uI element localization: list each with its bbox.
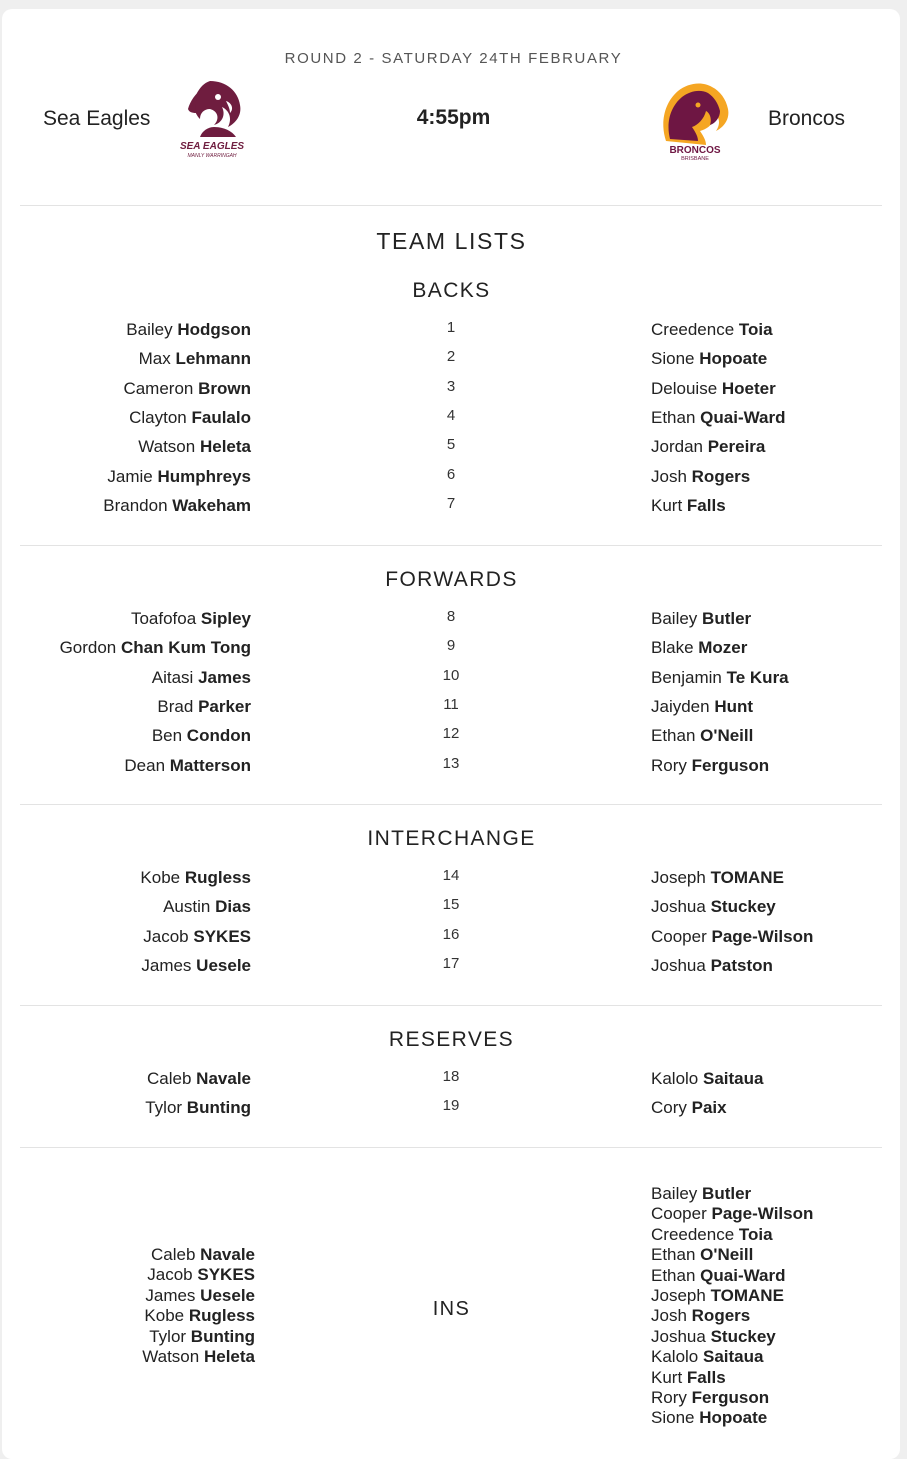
ins-player-last-name: Page-Wilson [711, 1204, 814, 1224]
away-player-first-name: Benjamin [651, 667, 722, 687]
ins-player-first-name: Sione [651, 1408, 695, 1428]
team-lists-title: TEAM LISTS [376, 228, 527, 254]
home-player-last-name: Lehmann [175, 349, 251, 369]
divider [20, 1147, 882, 1148]
away-player-name[interactable] [651, 320, 773, 340]
away-player-last-name: Quai-Ward [700, 407, 786, 427]
away-player-name[interactable] [651, 1098, 727, 1118]
home-player-name[interactable] [152, 668, 251, 688]
home-player-last-name: Faulalo [191, 407, 251, 427]
home-player-last-name: Chan Kum Tong [121, 638, 251, 658]
home-player-first-name: Austin [163, 897, 211, 917]
ins-player-first-name: Kobe [144, 1306, 185, 1326]
section-title-reserves: RESERVES [388, 1028, 515, 1051]
home-player-last-name: Uesele [196, 955, 251, 975]
ins-player-first-name: Bailey [651, 1184, 698, 1203]
home-player-last-name: Brown [198, 378, 251, 398]
player-row [0, 1069, 903, 1091]
player-row [0, 756, 903, 778]
home-player-name[interactable] [126, 320, 251, 340]
ins-away-player[interactable] [651, 1327, 813, 1347]
home-player-first-name: Clayton [129, 407, 187, 427]
away-player-last-name: Page-Wilson [711, 926, 814, 946]
player-row [0, 320, 903, 342]
ins-player-first-name: Ethan [651, 1265, 696, 1285]
jersey-number: 15 [442, 896, 460, 914]
ins-player-last-name: Hopoate [699, 1408, 768, 1428]
away-player-first-name: Kalolo [651, 1069, 699, 1088]
ins-away-player[interactable] [651, 1204, 813, 1224]
jersey-number: 10 [442, 666, 460, 684]
ins-away-list [651, 1184, 813, 1429]
ins-player-last-name: Navale [200, 1245, 255, 1264]
player-row [0, 496, 903, 518]
home-player-first-name: Jamie [107, 466, 153, 486]
jersey-number: 17 [442, 954, 460, 972]
away-player-last-name: Ferguson [691, 755, 770, 775]
home-player-last-name: Parker [198, 696, 251, 716]
ins-player-first-name: Joshua [651, 1326, 706, 1346]
home-player-first-name: Caleb [147, 1069, 192, 1088]
away-player-first-name: Ethan [651, 726, 696, 746]
ins-player-last-name: Falls [686, 1367, 726, 1387]
ins-player-last-name: SYKES [197, 1265, 255, 1285]
away-player-name[interactable] [651, 868, 784, 888]
ins-home-player[interactable] [142, 1327, 255, 1347]
home-team-name[interactable]: Sea Eagles [43, 107, 151, 130]
jersey-number: 3 [446, 377, 456, 395]
away-player-first-name: Joshua [651, 897, 706, 917]
ins-away-player[interactable] [651, 1225, 813, 1245]
away-player-name[interactable] [651, 437, 765, 457]
ins-player-first-name: Creedence [651, 1224, 735, 1244]
ins-player-last-name: Heleta [203, 1347, 255, 1367]
home-player-name[interactable] [138, 437, 251, 457]
ins-player-last-name: TOMANE [710, 1286, 784, 1306]
jersey-number: 14 [442, 867, 460, 884]
home-player-first-name: Kobe [140, 868, 181, 887]
away-player-last-name: Toia [738, 320, 773, 339]
jersey-number: 19 [442, 1097, 460, 1115]
away-player-last-name: Hopoate [699, 349, 768, 369]
ins-player-last-name: Toia [738, 1224, 773, 1244]
section-title-interchange: INTERCHANGE [367, 827, 536, 850]
broncos-logo-text: BRONCOS [669, 145, 721, 156]
home-player-first-name: Gordon [59, 638, 117, 658]
away-player-name[interactable] [651, 756, 769, 776]
ins-player-last-name: Ferguson [691, 1388, 770, 1408]
ins-player-last-name: O'Neill [700, 1245, 754, 1265]
broncos-logo[interactable] [654, 79, 736, 161]
jersey-number: 6 [446, 465, 456, 483]
ins-player-first-name: Cooper [651, 1204, 707, 1224]
home-player-name[interactable] [124, 756, 251, 776]
section-title-backs: BACKS [412, 279, 491, 302]
away-player-last-name: Hoeter [721, 378, 776, 398]
home-player-last-name: Hodgson [177, 320, 251, 339]
ins-away-player[interactable] [651, 1408, 813, 1428]
section-title-forwards: FORWARDS [385, 568, 518, 591]
away-player-first-name: Kurt [651, 495, 683, 515]
away-player-name[interactable] [651, 897, 776, 917]
home-player-name[interactable] [147, 1069, 251, 1089]
home-player-last-name: SYKES [193, 926, 251, 946]
jersey-number: 13 [442, 754, 460, 772]
player-row [0, 956, 903, 978]
ins-player-first-name: Kurt [651, 1367, 683, 1387]
jersey-number: 9 [446, 637, 456, 655]
jersey-number: 4 [446, 406, 456, 424]
ins-player-first-name: Caleb [151, 1245, 196, 1264]
home-player-last-name: Humphreys [157, 466, 251, 486]
away-player-first-name: Creedence [651, 320, 735, 339]
away-player-last-name: Rogers [691, 466, 751, 486]
away-player-name[interactable] [651, 726, 753, 746]
away-player-last-name: Te Kura [726, 667, 789, 687]
home-player-first-name: Brad [157, 696, 194, 716]
home-player-first-name: Cameron [123, 378, 194, 398]
home-player-first-name: Jacob [143, 926, 189, 946]
jersey-number: 8 [446, 608, 456, 625]
home-player-first-name: Toafofoa [130, 609, 197, 628]
player-row [0, 349, 903, 371]
home-player-first-name: Dean [124, 755, 166, 775]
ins-player-first-name: Watson [142, 1347, 200, 1367]
home-player-last-name: Matterson [169, 755, 251, 775]
player-row [0, 467, 903, 489]
home-player-last-name: Wakeham [172, 495, 251, 515]
ins-away-player[interactable] [651, 1347, 813, 1367]
ins-away-player[interactable] [651, 1388, 813, 1408]
home-player-name[interactable] [140, 868, 251, 888]
home-player-name[interactable] [123, 379, 251, 399]
home-player-last-name: Bunting [186, 1098, 251, 1118]
ins-player-last-name: Stuckey [710, 1326, 776, 1346]
ins-player-first-name: Jacob [147, 1265, 193, 1285]
broncos-logo-subtext: BRISBANE [681, 156, 709, 161]
away-player-first-name: Delouise [651, 378, 718, 398]
away-player-first-name: Cory [651, 1098, 687, 1118]
ins-home-player[interactable] [142, 1347, 255, 1367]
player-row [0, 668, 903, 690]
away-player-name[interactable] [651, 349, 767, 369]
home-player-first-name: Ben [151, 726, 183, 746]
away-player-last-name: Patston [710, 955, 773, 975]
away-player-last-name: Hunt [714, 696, 754, 716]
away-team-name[interactable]: Broncos [768, 107, 846, 130]
home-player-name[interactable] [129, 408, 251, 428]
away-player-name[interactable] [651, 927, 813, 947]
away-player-first-name: Blake [651, 638, 694, 658]
home-player-first-name: Tylor [145, 1098, 183, 1118]
sea-eagles-logo-subtext: MANLY WARRINGAH [187, 153, 237, 159]
divider [20, 545, 882, 546]
away-player-name[interactable] [651, 408, 786, 428]
away-player-last-name: Falls [686, 495, 726, 515]
ins-player-first-name: James [145, 1285, 196, 1305]
away-player-name[interactable] [651, 467, 750, 487]
home-player-name[interactable] [152, 726, 251, 746]
divider [20, 205, 882, 206]
player-row [0, 638, 903, 660]
ins-player-first-name: Rory [651, 1388, 687, 1408]
ins-away-player[interactable] [651, 1184, 813, 1204]
away-player-name[interactable] [651, 668, 789, 688]
ins-away-player[interactable] [651, 1286, 813, 1306]
ins-player-first-name: Kalolo [651, 1347, 699, 1367]
jersey-number: 2 [446, 348, 456, 366]
away-player-name[interactable] [651, 379, 776, 399]
home-player-first-name: Bailey [126, 320, 173, 339]
away-player-last-name: Butler [702, 609, 752, 628]
player-row [0, 897, 903, 919]
ins-player-last-name: Butler [702, 1184, 752, 1203]
away-player-first-name: Josh [651, 466, 687, 486]
away-player-first-name: Bailey [651, 609, 698, 628]
ins-home-player[interactable] [142, 1265, 255, 1285]
ins-player-last-name: Saitaua [703, 1347, 764, 1367]
ins-player-first-name: Ethan [651, 1245, 696, 1265]
ins-home-player[interactable] [142, 1245, 255, 1265]
away-player-last-name: Pereira [707, 437, 766, 457]
home-player-first-name: James [141, 955, 192, 975]
player-row [0, 408, 903, 430]
away-player-first-name: Joseph [651, 868, 706, 887]
home-player-last-name: James [198, 667, 251, 687]
player-row [0, 868, 903, 890]
jersey-number: 16 [442, 925, 460, 943]
jersey-number: 5 [446, 436, 456, 454]
home-player-last-name: Sipley [200, 609, 251, 628]
away-player-name[interactable] [651, 609, 751, 629]
away-player-name[interactable] [651, 496, 726, 516]
jersey-number: 7 [446, 494, 456, 512]
home-player-last-name: Rugless [184, 868, 251, 887]
home-player-name[interactable] [103, 496, 251, 516]
player-row [0, 697, 903, 719]
home-player-last-name: Dias [215, 897, 251, 917]
home-player-name[interactable] [145, 1098, 251, 1118]
away-player-first-name: Ethan [651, 407, 696, 427]
away-player-first-name: Cooper [651, 926, 707, 946]
away-player-name[interactable] [651, 697, 753, 717]
home-player-last-name: Navale [196, 1069, 251, 1088]
home-player-first-name: Brandon [103, 495, 168, 515]
ins-away-player[interactable] [651, 1266, 813, 1286]
ins-label: INS [432, 1298, 471, 1320]
away-player-last-name: Saitaua [703, 1069, 764, 1088]
player-row [0, 379, 903, 401]
away-player-last-name: O'Neill [700, 726, 754, 746]
away-player-last-name: TOMANE [710, 868, 784, 887]
home-player-last-name: Heleta [199, 437, 251, 457]
away-player-first-name: Sione [651, 349, 695, 369]
home-player-name[interactable] [163, 897, 251, 917]
away-player-first-name: Rory [651, 755, 687, 775]
home-player-last-name: Condon [186, 726, 251, 746]
ins-away-player[interactable] [651, 1245, 813, 1265]
sea-eagles-logo-text: SEA EAGLES [179, 141, 245, 152]
ins-player-last-name: Bunting [190, 1326, 255, 1346]
away-player-first-name: Jaiyden [651, 696, 710, 716]
ins-player-last-name: Quai-Ward [700, 1265, 786, 1285]
home-player-name[interactable] [157, 697, 251, 717]
jersey-number: 1 [446, 319, 456, 336]
home-player-name[interactable] [141, 956, 251, 976]
home-player-first-name: Max [138, 349, 171, 369]
home-player-name[interactable] [131, 609, 251, 629]
ins-player-first-name: Tylor [149, 1326, 187, 1346]
home-player-first-name: Aitasi [151, 667, 194, 687]
ins-player-first-name: Josh [651, 1306, 687, 1326]
away-player-name[interactable] [651, 956, 773, 976]
divider [20, 804, 882, 805]
home-player-name[interactable] [143, 927, 251, 947]
away-player-last-name: Paix [691, 1098, 727, 1118]
player-row [0, 437, 903, 459]
home-player-first-name: Watson [138, 437, 196, 457]
home-player-name[interactable] [60, 638, 251, 658]
ins-away-player[interactable] [651, 1306, 813, 1326]
ins-player-last-name: Uesele [200, 1285, 255, 1305]
away-player-last-name: Mozer [698, 638, 748, 658]
ins-player-last-name: Rugless [188, 1306, 255, 1326]
away-player-first-name: Jordan [651, 437, 703, 457]
away-player-first-name: Joshua [651, 955, 706, 975]
divider [20, 1005, 882, 1006]
away-player-name[interactable] [651, 1069, 763, 1089]
home-player-name[interactable] [139, 349, 251, 369]
ins-player-last-name: Rogers [691, 1306, 751, 1326]
away-player-name[interactable] [651, 638, 747, 658]
jersey-number: 11 [443, 695, 459, 713]
player-row [0, 927, 903, 949]
jersey-number: 18 [442, 1068, 460, 1085]
player-row [0, 1098, 903, 1120]
player-row [0, 609, 903, 631]
home-player-name[interactable] [107, 467, 251, 487]
kickoff-time: 4:55pm [416, 106, 491, 129]
round-date-heading: ROUND 2 - SATURDAY 24TH FEBRUARY [284, 50, 623, 67]
away-player-last-name: Stuckey [710, 897, 776, 917]
jersey-number: 12 [442, 725, 460, 743]
ins-player-first-name: Joseph [651, 1286, 706, 1306]
ins-away-player[interactable] [651, 1368, 813, 1388]
player-row [0, 726, 903, 748]
